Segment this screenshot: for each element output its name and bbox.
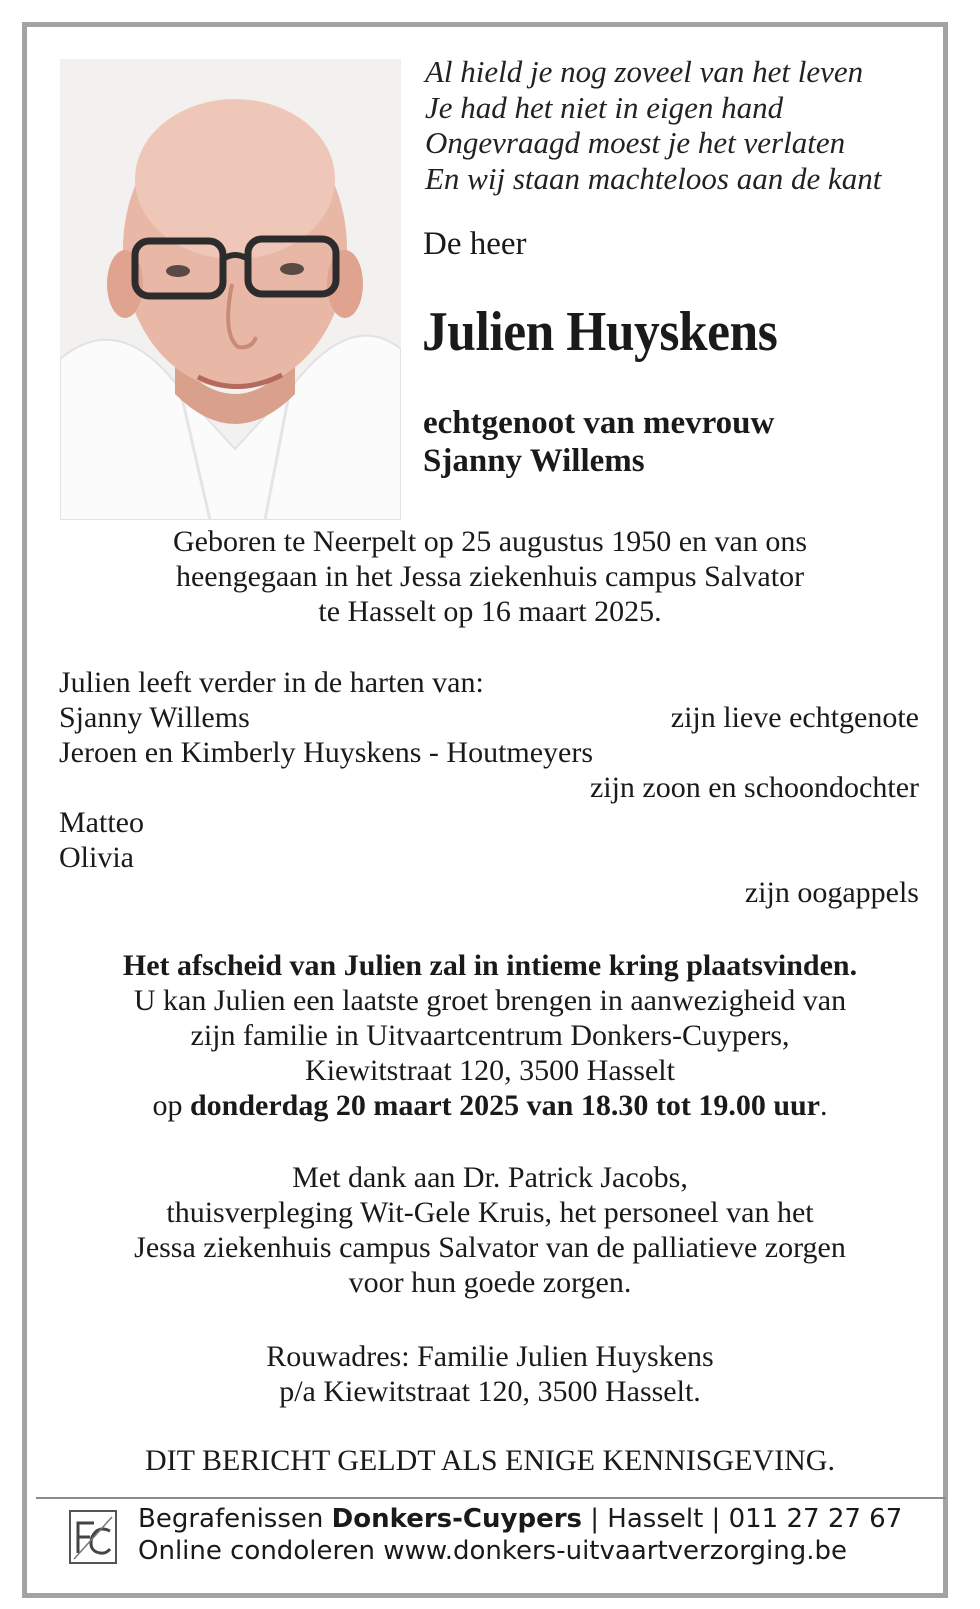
family-list xyxy=(59,665,919,910)
spouse-line: echtgenoot van mevrouw xyxy=(423,405,775,441)
portrait-photo xyxy=(60,59,401,520)
thanks-text xyxy=(40,1160,940,1300)
footer-contact: | Hasselt | 011 27 27 67 xyxy=(582,1504,903,1534)
text-line: Geboren te Neerpelt op 25 augustus 1950 en van ons xyxy=(172,525,807,558)
footer-divider xyxy=(36,1497,946,1499)
footer-prefix: Begrafenissen xyxy=(138,1504,332,1534)
poem-line: En wij staan machteloos aan de kant xyxy=(425,160,882,196)
footer-line xyxy=(138,1503,902,1535)
family-member-role: zijn oogappels xyxy=(744,876,919,909)
family-member-role: zijn lieve echtgenote xyxy=(670,701,919,734)
company-name: Donkers-Cuypers xyxy=(331,1504,583,1534)
farewell-text xyxy=(40,948,940,1123)
text-line: Rouwadres: Familie Julien Huyskens xyxy=(266,1340,714,1373)
poem-line: Al hield je nog zoveel van het leven xyxy=(425,54,864,89)
text-line: voor hun goede zorgen. xyxy=(348,1266,632,1299)
text-line: te Hasselt op 16 maart 2025. xyxy=(318,595,662,628)
text-line: thuisverpleging Wit-Gele Kruis, het personeel van het xyxy=(166,1196,814,1229)
funeral-home-logo xyxy=(68,1509,118,1565)
family-intro: Julien leeft verder in de harten van: xyxy=(59,666,484,699)
date-suffix: . xyxy=(820,1089,828,1122)
salutation: De heer xyxy=(423,226,527,262)
spouse-name: Sjanny Willems xyxy=(423,443,645,479)
family-member-name: Sjanny Willems xyxy=(59,701,250,734)
text-line: Kiewitstraat 120, 3500 Hasselt xyxy=(305,1054,675,1087)
birth-death-text xyxy=(40,524,940,629)
text-line: p/a Kiewitstraat 120, 3500 Hasselt. xyxy=(279,1375,701,1408)
online-condolence: Online condoleren www.donkers-uitvaartverzorging.be xyxy=(138,1536,847,1566)
spouse-block xyxy=(423,404,774,480)
date-prefix: op xyxy=(152,1089,190,1122)
farewell-date: donderdag 20 maart 2025 van 18.30 tot 19.00 uur xyxy=(189,1089,820,1122)
text-line: zijn familie in Uitvaartcentrum Donkers-Cuypers, xyxy=(190,1019,790,1052)
poem-line: Ongevraagd moest je het verlaten xyxy=(425,125,846,160)
farewell-date-line xyxy=(40,1088,940,1123)
family-member-name: Olivia xyxy=(59,841,134,874)
family-member-role: zijn zoon en schoondochter xyxy=(589,771,919,804)
poem xyxy=(425,54,945,196)
text-line: Met dank aan Dr. Patrick Jacobs, xyxy=(292,1161,688,1194)
footer-text xyxy=(138,1503,902,1567)
mourning-address xyxy=(40,1339,940,1409)
poem-line: Je had het niet in eigen hand xyxy=(425,89,784,125)
deceased-name: Julien Huyskens xyxy=(422,301,778,363)
text-line: heengegaan in het Jessa ziekenhuis campus Salvator xyxy=(175,560,805,593)
farewell-headline: Het afscheid van Julien zal in intieme kring plaatsvinden. xyxy=(122,949,858,982)
family-member-name: Jeroen en Kimberly Huyskens - Houtmeyers xyxy=(59,736,594,769)
text-line: Jessa ziekenhuis campus Salvator van de palliatieve zorgen xyxy=(134,1231,846,1264)
notice: DIT BERICHT GELDT ALS ENIGE KENNISGEVING. xyxy=(145,1444,835,1477)
family-member-name: Matteo xyxy=(59,806,144,839)
text-line: U kan Julien een laatste groet brengen in aanwezigheid van xyxy=(133,984,847,1017)
